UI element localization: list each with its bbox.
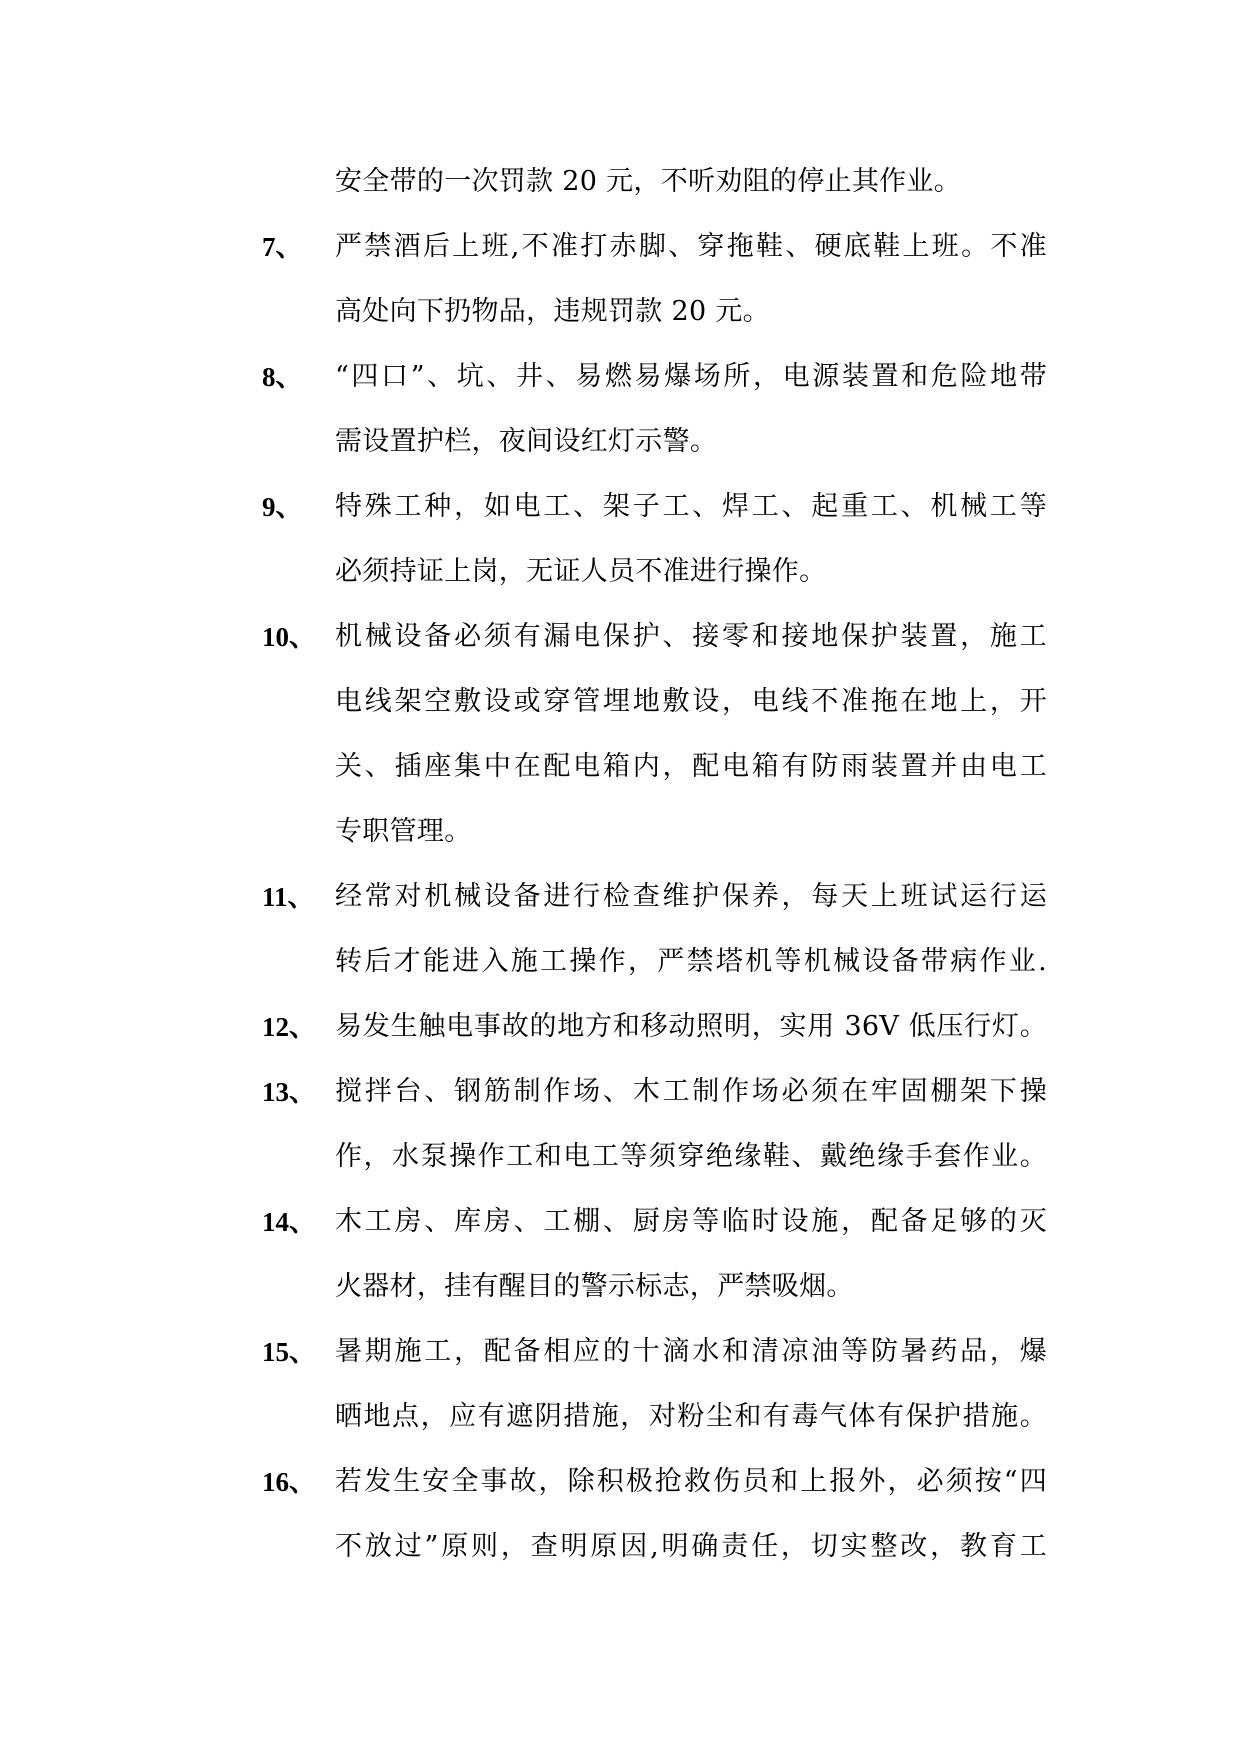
- text-line: 作，水泵操作工和电工等须穿绝缘鞋、戴绝缘手套作业。: [335, 1141, 1047, 1172]
- item-number: 10、: [262, 622, 316, 652]
- text-line: 高处向下扔物品，违规罚款 20 元。: [335, 296, 770, 327]
- text-line: 关、插座集中在配电箱内，配电箱有防雨装置并由电工: [335, 751, 1047, 782]
- item-number: 7、: [262, 232, 303, 262]
- text-line: 搅拌台、钢筋制作场、木工制作场必须在牢固棚架下操: [335, 1076, 1047, 1107]
- text-line: 安全带的一次罚款 20 元，不听劝阻的停止其作业。: [335, 166, 962, 197]
- text-line: 专职管理。: [335, 816, 472, 847]
- text-line: 电线架空敷设或穿管埋地敷设，电线不准拖在地上，开: [335, 686, 1047, 717]
- text-line: 机械设备必须有漏电保护、接零和接地保护装置，施工: [335, 621, 1047, 652]
- text-line: 若发生安全事故，除积极抢救伤员和上报外，必须按“四: [335, 1466, 1047, 1497]
- item-number: 15、: [262, 1337, 316, 1367]
- text-line: 易发生触电事故的地方和移动照明，实用 36V 低压行灯。: [335, 1011, 1047, 1042]
- text-line: 经常对机械设备进行检查维护保养，每天上班试运行运: [335, 881, 1047, 912]
- text-line: 暑期施工，配备相应的十滴水和清凉油等防暑药品，爆: [335, 1336, 1047, 1367]
- text-line: 特殊工种，如电工、架子工、焊工、起重工、机械工等: [335, 491, 1047, 522]
- item-number: 11、: [262, 882, 315, 912]
- text-line: 不放过”原则，查明原因,明确责任，切实整改，教育工: [335, 1531, 1047, 1562]
- text-line: 火器材，挂有醒目的警示标志，严禁吸烟。: [335, 1271, 854, 1302]
- text-line: 木工房、库房、工棚、厨房等临时设施，配备足够的灭: [335, 1206, 1047, 1237]
- text-line: 晒地点，应有遮阴措施，对粉尘和有毒气体有保护措施。: [335, 1401, 1047, 1432]
- text-line: 严禁酒后上班,不准打赤脚、穿拖鞋、硬底鞋上班。不准: [335, 231, 1047, 262]
- text-line: 转后才能进入施工操作，严禁塔机等机械设备带病作业.: [335, 946, 1047, 977]
- text-line: 必须持证上岗，无证人员不准进行操作。: [335, 556, 827, 587]
- item-number: 16、: [262, 1467, 316, 1497]
- text-line: 需设置护栏，夜间设红灯示警。: [335, 426, 718, 457]
- item-number: 8、: [262, 362, 303, 392]
- item-number: 12、: [262, 1012, 316, 1042]
- item-number: 9、: [262, 492, 303, 522]
- item-number: 14、: [262, 1207, 316, 1237]
- text-line: “四口”、坑、井、易燃易爆场所，电源装置和危险地带: [335, 361, 1047, 392]
- item-number: 13、: [262, 1077, 316, 1107]
